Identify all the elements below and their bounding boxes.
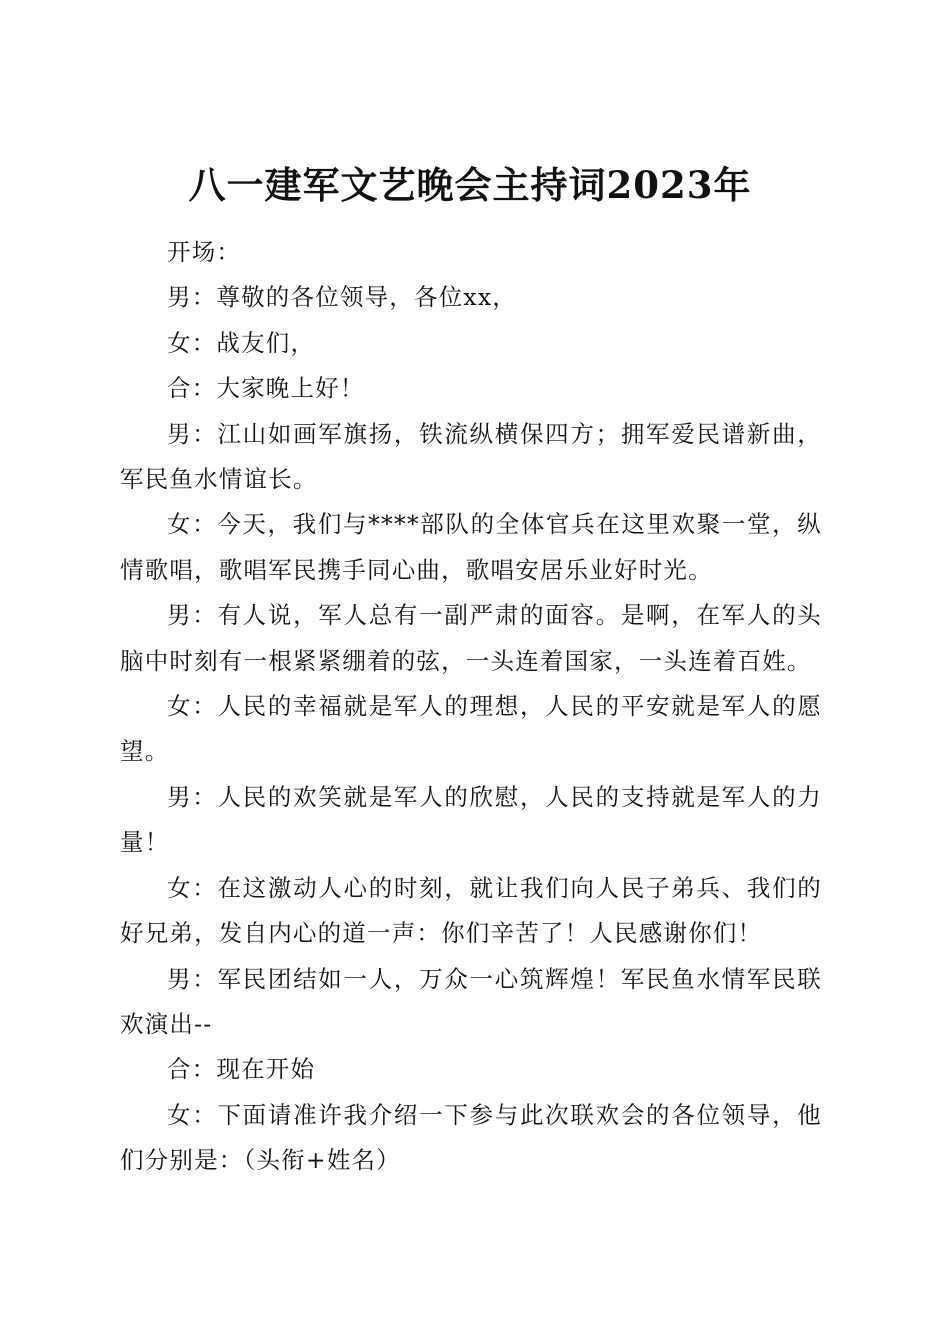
speaker-separator: ： — [192, 510, 218, 539]
speaker-label: 合 — [167, 374, 192, 403]
paragraph-text: 人民的欢笑就是军人的欣慰，人民的支持就是军人的力量！ — [120, 782, 822, 857]
speaker-separator: ： — [192, 601, 218, 630]
paragraph — [120, 275, 822, 320]
speaker-separator: ： — [191, 1055, 217, 1084]
paragraph-text: 下面请准许我介绍一下参与此次联欢会的各位领导，他们分别是：（头衔+姓名） — [120, 1100, 822, 1175]
paragraph — [120, 502, 822, 593]
speaker-label: 女 — [167, 328, 192, 357]
speaker-label: 女 — [167, 692, 193, 721]
speaker-label: 男 — [167, 782, 193, 811]
paragraph — [120, 775, 822, 866]
paragraph — [120, 1047, 822, 1092]
speaker-label: 男 — [167, 283, 192, 312]
paragraph-text: 军民团结如一人，万众一心筑辉煌！军民鱼水情军民联欢演出-- — [120, 964, 822, 1038]
speaker-separator: ： — [192, 873, 218, 902]
document-title: 八一建军文艺晚会主持词2023年 — [188, 162, 752, 207]
paragraph — [120, 1093, 822, 1184]
paragraph — [120, 321, 822, 366]
speaker-label: 男 — [167, 419, 193, 448]
document-body — [120, 230, 822, 1184]
paragraph — [120, 593, 822, 684]
paragraph-text: 江山如画军旗扬，铁流纵横保四方；拥军爱民谱新曲，军民鱼水情谊长。 — [120, 419, 822, 494]
paragraph-text: 开场： — [167, 238, 242, 266]
paragraph-text: 大家晚上好！ — [216, 374, 365, 403]
paragraph-text: 人民的幸福就是军人的理想，人民的平安就是军人的愿望。 — [120, 692, 822, 766]
speaker-separator: ： — [192, 1100, 218, 1129]
speaker-label: 女 — [167, 510, 193, 539]
paragraph-opening — [120, 230, 822, 275]
paragraph-text: 在这激动人心的时刻，就让我们向人民子弟兵、我们的好兄弟，发自内心的道一声：你们辛苦了！人民感谢你们！ — [120, 873, 822, 948]
speaker-label: 女 — [167, 873, 193, 902]
paragraph-text: 尊敬的各位领导，各位xx， — [216, 283, 518, 312]
speaker-separator: ： — [192, 692, 218, 721]
speaker-label: 女 — [167, 1100, 193, 1129]
paragraph — [120, 866, 822, 957]
speaker-separator: ： — [191, 328, 217, 357]
paragraph — [120, 366, 822, 411]
speaker-separator: ： — [191, 283, 217, 312]
paragraph — [120, 684, 822, 775]
speaker-separator: ： — [191, 374, 217, 403]
paragraph-text: 现在开始 — [216, 1055, 316, 1084]
paragraph — [120, 412, 822, 503]
speaker-label: 男 — [167, 601, 193, 630]
speaker-separator: ： — [192, 419, 218, 448]
speaker-label: 男 — [167, 964, 193, 993]
paragraph-text: 有人说，军人总有一副严肃的面容。是啊，在军人的头脑中时刻有一根紧紧绷着的弦，一头连着国家，一头连着百姓。 — [120, 601, 822, 675]
paragraph-text: 今天，我们与****部队的全体官兵在这里欢聚一堂，纵情歌唱，歌唱军民携手同心曲，歌唱安居乐业好时光。 — [120, 510, 823, 584]
paragraph-text: 战友们， — [216, 328, 316, 357]
speaker-separator: ： — [192, 782, 218, 811]
speaker-separator: ： — [192, 964, 218, 993]
paragraph — [120, 957, 822, 1048]
speaker-label: 合 — [167, 1055, 192, 1084]
